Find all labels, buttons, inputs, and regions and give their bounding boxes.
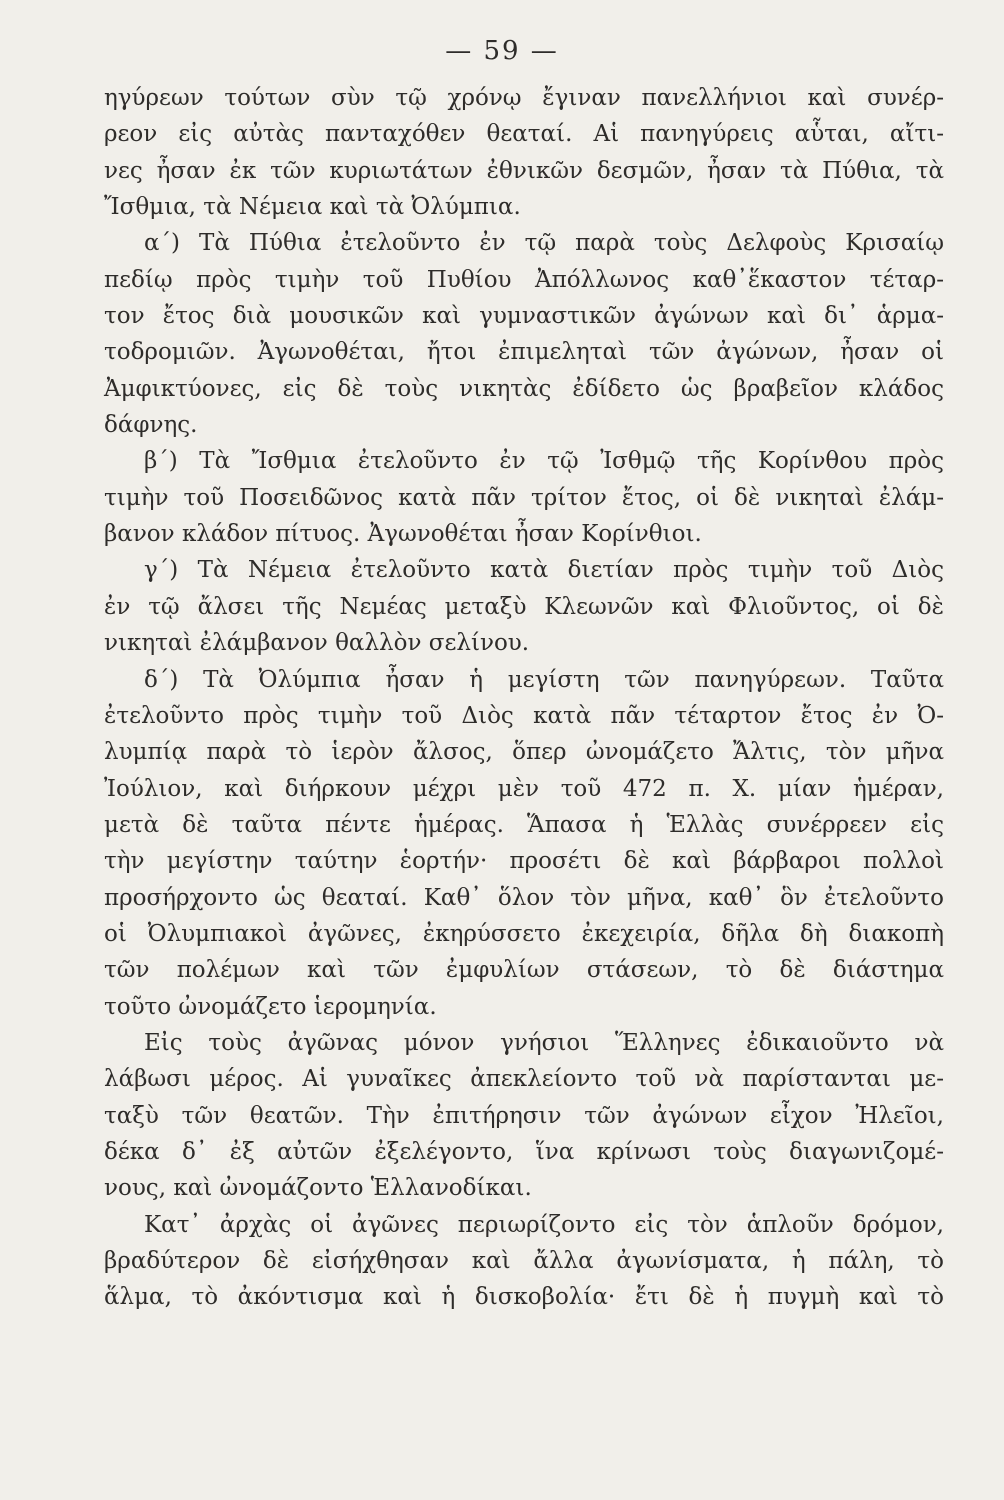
text-line: τον ἔτος διὰ μουσικῶν καὶ γυμναστικῶν ἀγώνων καὶ δι᾽ ἁρμα- — [104, 303, 944, 330]
text-line: Κατ᾽ ἀρχὰς οἱ ἀγῶνες περιωρίζοντο εἰς τὸν ἁπλοῦν δρόμον, — [144, 1211, 944, 1238]
text-line: Ἴσθμια, τὰ Νέμεια καὶ τὰ Ὀλύμπια. — [104, 194, 521, 221]
text-line: ταξὺ τῶν θεατῶν. Τὴν ἐπιτήρησιν τῶν ἀγώνων εἶχον Ἠλεῖοι, — [104, 1102, 944, 1129]
text-line: τοῦτο ὠνομάζετο ἱερομηνία. — [104, 993, 437, 1020]
text-line: βραδύτερον δὲ εἰσήχθησαν καὶ ἄλλα ἀγωνίσματα, ἡ πάλη, τὸ — [104, 1248, 944, 1274]
text-line: ἐν τῷ ἄλσει τῆς Νεμέας μεταξὺ Κλεωνῶν καὶ Φλιοῦντος, οἱ δὲ — [104, 593, 944, 620]
text-line: ἐτελοῦντο πρὸς τιμὴν τοῦ Διὸς κατὰ πᾶν τέταρτον ἔτος ἐν Ὀ- — [104, 702, 944, 729]
body-text — [104, 80, 944, 1316]
text-line: μετὰ δὲ ταῦτα πέντε ἡμέρας. Ἅπασα ἡ Ἑλλὰς συνέρρεεν εἰς — [104, 811, 944, 838]
text-line: δάφνης. — [104, 412, 198, 439]
text-line: τῶν πολέμων καὶ τῶν ἐμφυλίων στάσεων, τὸ δὲ διάστημα — [104, 957, 944, 984]
text-line: τοδρομιῶν. Ἀγωνοθέται, ἤτοι ἐπιμεληταὶ τῶν ἀγώνων, ἦσαν οἱ — [104, 339, 944, 366]
text-line: νους, καὶ ὠνομάζοντο Ἑλλανοδίκαι. — [104, 1175, 532, 1202]
text-line: νες ἦσαν ἐκ τῶν κυριωτάτων ἐθνικῶν δεσμῶν, ἦσαν τὰ Πύθια, τὰ — [104, 157, 944, 184]
text-line: δέκα δ᾽ ἐξ αὐτῶν ἐξελέγοντο, ἵνα κρίνωσι τοὺς διαγωνιζομέ- — [104, 1138, 944, 1165]
text-line: οἱ Ὀλυμπιακοὶ ἀγῶνες, ἐκηρύσσετο ἐκεχειρία, δῆλα δὴ διακοπὴ — [104, 920, 944, 947]
text-line: δ΄) Τὰ Ὀλύμπια ἦσαν ἡ μεγίστη τῶν πανηγύρεων. Ταῦτα — [144, 666, 944, 693]
text-line: βανον κλάδον πίτυος. Ἀγωνοθέται ἦσαν Κορίνθιοι. — [104, 521, 702, 548]
text-line: Εἰς τοὺς ἀγῶνας μόνον γνήσιοι Ἕλληνες ἐδικαιοῦντο νὰ — [144, 1029, 944, 1056]
text-line: τιμὴν τοῦ Ποσειδῶνος κατὰ πᾶν τρίτον ἔτος, οἱ δὲ νικηταὶ ἐλάμ- — [104, 484, 944, 511]
text-line: λάβωσι μέρος. Αἱ γυναῖκες ἀπεκλείοντο τοῦ νὰ παρίστανται με- — [104, 1066, 944, 1093]
page-number: — 59 — — [445, 36, 559, 66]
text-line: β΄) Τὰ Ἴσθμια ἐτελοῦντο ἐν τῷ Ἰσθμῷ τῆς Κορίνθου πρὸς — [144, 448, 944, 475]
text-line: νικηταὶ ἐλάμβανον θαλλὸν σελίνου. — [104, 630, 530, 657]
text-line: πεδίῳ πρὸς τιμὴν τοῦ Πυθίου Ἀπόλλωνος καθ᾽ἕκαστον τέταρ- — [104, 266, 944, 293]
text-line: προσήρχοντο ὡς θεαταί. Καθ᾽ ὅλον τὸν μῆνα, καθ᾽ ὃν ἐτελοῦντο — [104, 884, 944, 911]
text-line: ἅλμα, τὸ ἀκόντισμα καὶ ἡ δισκοβολία· ἔτι δὲ ἡ πυγμὴ καὶ τὸ — [104, 1284, 944, 1311]
text-line: γ΄) Τὰ Νέμεια ἐτελοῦντο κατὰ διετίαν πρὸς τιμὴν τοῦ Διὸς — [144, 557, 944, 584]
text-line: Ἀμφικτύονες, εἰς δὲ τοὺς νικητὰς ἐδίδετο ὡς βραβεῖον κλάδος — [104, 375, 944, 402]
text-line: ηγύρεων τούτων σὺν τῷ χρόνῳ ἔγιναν πανελλήνιοι καὶ συνέρ- — [104, 85, 944, 111]
text-line: τὴν μεγίστην ταύτην ἑορτήν· προσέτι δὲ καὶ βάρβαροι πολλοὶ — [104, 848, 944, 875]
text-line: α΄) Τὰ Πύθια ἐτελοῦντο ἐν τῷ παρὰ τοὺς Δελφοὺς Κρισαίῳ — [144, 230, 944, 257]
text-line: ρεον εἰς αὐτὰς πανταχόθεν θεαταί. Αἱ πανηγύρεις αὗται, αἴτι- — [104, 121, 944, 148]
text-line: λυμπίᾳ παρὰ τὸ ἱερὸν ἄλσος, ὅπερ ὠνομάζετο Ἄλτις, τὸν μῆνα — [104, 739, 944, 766]
text-line: Ἰούλιον, καὶ διήρκουν μέχρι μὲν τοῦ 472 π. Χ. μίαν ἡμέραν, — [104, 775, 944, 802]
